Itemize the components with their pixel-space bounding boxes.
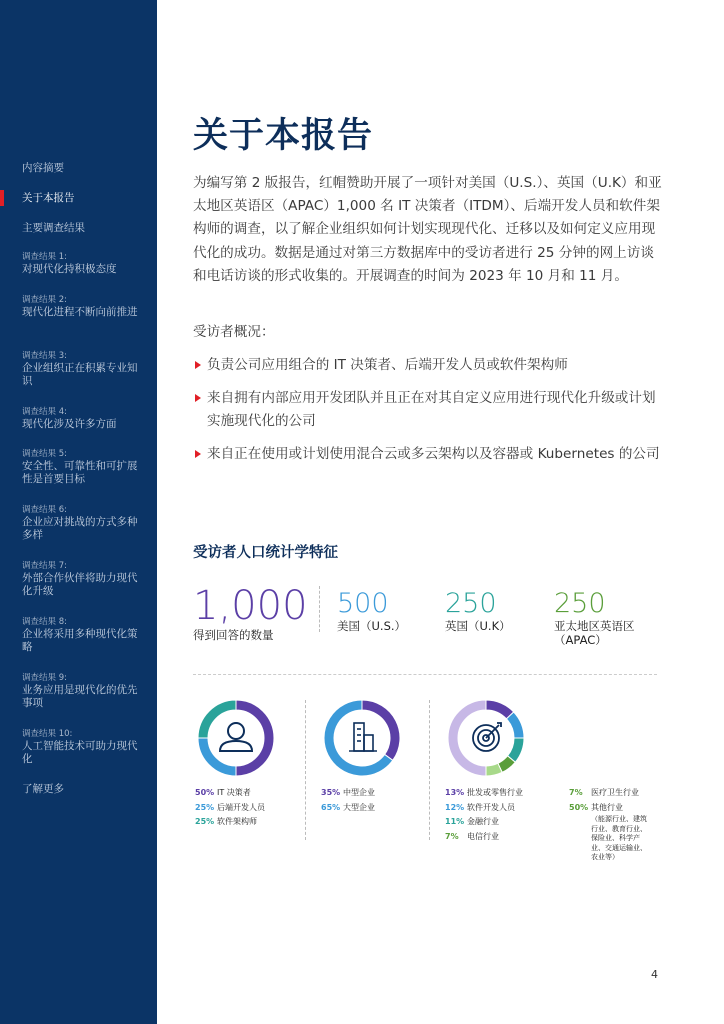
respondent-criteria-list xyxy=(193,354,663,476)
building-icon xyxy=(349,723,377,751)
nav-item-finding-3[interactable]: 调查结果 3: 企业组织正在积累专业知识 xyxy=(22,351,138,387)
role-donut-chart xyxy=(195,697,277,779)
legend-percent: 50% xyxy=(195,788,215,797)
legend-entry xyxy=(321,801,375,816)
legend-percent: 35% xyxy=(321,788,341,797)
legend-label: 其他行业 xyxy=(591,802,623,812)
legend-label: 后端开发人员 xyxy=(217,802,265,812)
nav-item-learn-more[interactable]: 了解更多 xyxy=(22,783,64,795)
total-responses-label: 得到回答的数量 xyxy=(193,628,274,642)
respondents-label: 受访者概况： xyxy=(193,324,275,340)
legend-label: 软件开发人员 xyxy=(467,802,515,812)
page-number: 4 xyxy=(651,968,658,981)
donut-slice-1 xyxy=(198,738,236,776)
nav-item-summary[interactable]: 内容摘要 xyxy=(22,162,64,174)
target-icon xyxy=(473,723,501,751)
legend-entry xyxy=(445,815,523,830)
legend-entry xyxy=(195,815,265,830)
nav-item-finding-8[interactable]: 调查结果 8: 企业将采用多种现代化策略 xyxy=(22,617,138,653)
region-value-us: 500 xyxy=(337,588,389,619)
industry-legend-left xyxy=(445,786,523,844)
legend-percent: 25% xyxy=(195,802,215,812)
nav-item-finding-4[interactable]: 调查结果 4: 现代化涉及许多方面 xyxy=(22,407,117,430)
divider xyxy=(319,586,320,632)
intro-paragraph: 为编写第 2 版报告，红帽赞助开展了一项针对美国（U.S.）、英国（U.K）和亚太地区英语区（APAC）1,000 名 IT 决策者（ITDM）、后端开发人员和软件架构师的调查，以了解企业组织如何计划实现现代化、迁移以及如何定义应用现代化的成功。数据是通过对第三方数据库中的受访者进行 25 分钟的网上访谈和电话访谈的形式收集的。开展调查的时间为 2023 年 10 月和 11 月。 xyxy=(193,175,662,284)
active-nav-marker xyxy=(0,190,4,206)
company-size-legend xyxy=(321,786,375,815)
region-stat-uk xyxy=(445,590,511,633)
region-stat-us xyxy=(337,590,406,633)
legend-percent: 12% xyxy=(445,802,465,812)
legend-percent: 11% xyxy=(445,817,465,826)
nav-item-key-findings[interactable]: 主要调查结果 xyxy=(22,222,85,234)
legend-label: 金融行业 xyxy=(467,817,499,826)
legend-entry xyxy=(569,786,651,801)
nav-item-finding-7[interactable]: 调查结果 7: 外部合作伙伴将助力现代化升级 xyxy=(22,561,138,597)
total-responses-value: 1,000 xyxy=(193,583,308,629)
nav-item-finding-9[interactable]: 调查结果 9: 业务应用是现代化的优先事项 xyxy=(22,673,138,709)
nav-item-finding-6[interactable]: 调查结果 6: 企业应对挑战的方式多种多样 xyxy=(22,505,138,541)
legend-label: 软件架构师 xyxy=(217,817,257,826)
total-responses-stat xyxy=(193,583,308,642)
nav-item-finding-5[interactable]: 调查结果 5: 安全性、可靠性和可扩展性是首要目标 xyxy=(22,449,138,485)
legend-percent: 25% xyxy=(195,817,215,826)
region-value-uk: 250 xyxy=(445,588,497,619)
nav-item-finding-10[interactable]: 调查结果 10: 人工智能技术可助力现代化 xyxy=(22,729,138,765)
demographics-title: 受访者人口统计学特征 xyxy=(193,545,338,561)
legend-note: （能源行业、建筑行业、教育行业、保险业、科学产业、交通运输业、农业等） xyxy=(591,815,647,861)
nav-item-finding-2[interactable]: 调查结果 2: 现代化进程不断向前推进 xyxy=(22,295,138,318)
legend-entry xyxy=(195,801,265,816)
legend-label: 中型企业 xyxy=(343,788,375,797)
list-item: 负责公司应用组合的 IT 决策者、后端开发人员或软件架构师 xyxy=(193,354,663,377)
region-stat-apac xyxy=(554,590,654,647)
nav-item-about-report[interactable]: 关于本报告 xyxy=(22,192,75,204)
legend-entry xyxy=(445,830,523,845)
company-size-donut-chart xyxy=(321,697,403,779)
legend-label: 医疗卫生行业 xyxy=(591,788,639,797)
legend-entry xyxy=(445,786,523,801)
donut-slice-0 xyxy=(236,700,274,776)
legend-label: 大型企业 xyxy=(343,802,375,812)
legend-percent: 50% xyxy=(569,802,589,812)
list-item: 来自正在使用或计划使用混合云或多云架构以及容器或 Kubernetes 的公司 xyxy=(193,443,663,466)
legend-entry xyxy=(445,801,523,816)
legend-percent: 65% xyxy=(321,802,341,812)
region-label-uk: 英国（U.K） xyxy=(445,619,511,633)
sidebar-nav xyxy=(0,0,157,1024)
person-icon xyxy=(220,723,252,751)
divider xyxy=(193,674,657,675)
donut-slice-5 xyxy=(448,700,486,776)
divider xyxy=(429,700,430,840)
legend-entry xyxy=(321,786,375,801)
region-label-apac: 亚太地区英语区（APAC） xyxy=(554,619,635,647)
list-item: 来自拥有内部应用开发团队并且正在对其自定义应用进行现代化升级或计划实施现代化的公司 xyxy=(193,387,663,433)
legend-percent: 13% xyxy=(445,788,465,797)
legend-percent: 7% xyxy=(445,831,459,841)
industry-donut-chart xyxy=(445,697,527,779)
donut-slice-1 xyxy=(506,712,524,738)
legend-label: 电信行业 xyxy=(467,831,499,841)
legend-entry xyxy=(569,801,651,863)
legend-entry xyxy=(195,786,265,801)
region-value-apac: 250 xyxy=(554,588,606,619)
role-legend xyxy=(195,786,265,830)
region-label-us: 美国（U.S.） xyxy=(337,619,407,633)
main-content xyxy=(157,0,724,1024)
nav-item-finding-1[interactable]: 调查结果 1: 对现代化持积极态度 xyxy=(22,252,117,275)
page-title: 关于本报告 xyxy=(193,116,374,156)
divider xyxy=(305,700,306,840)
donut-slice-2 xyxy=(198,700,236,738)
industry-legend-right xyxy=(569,786,651,863)
legend-label: 批发或零售行业 xyxy=(467,788,523,797)
legend-label: IT 决策者 xyxy=(217,788,251,797)
legend-percent: 7% xyxy=(569,788,583,797)
